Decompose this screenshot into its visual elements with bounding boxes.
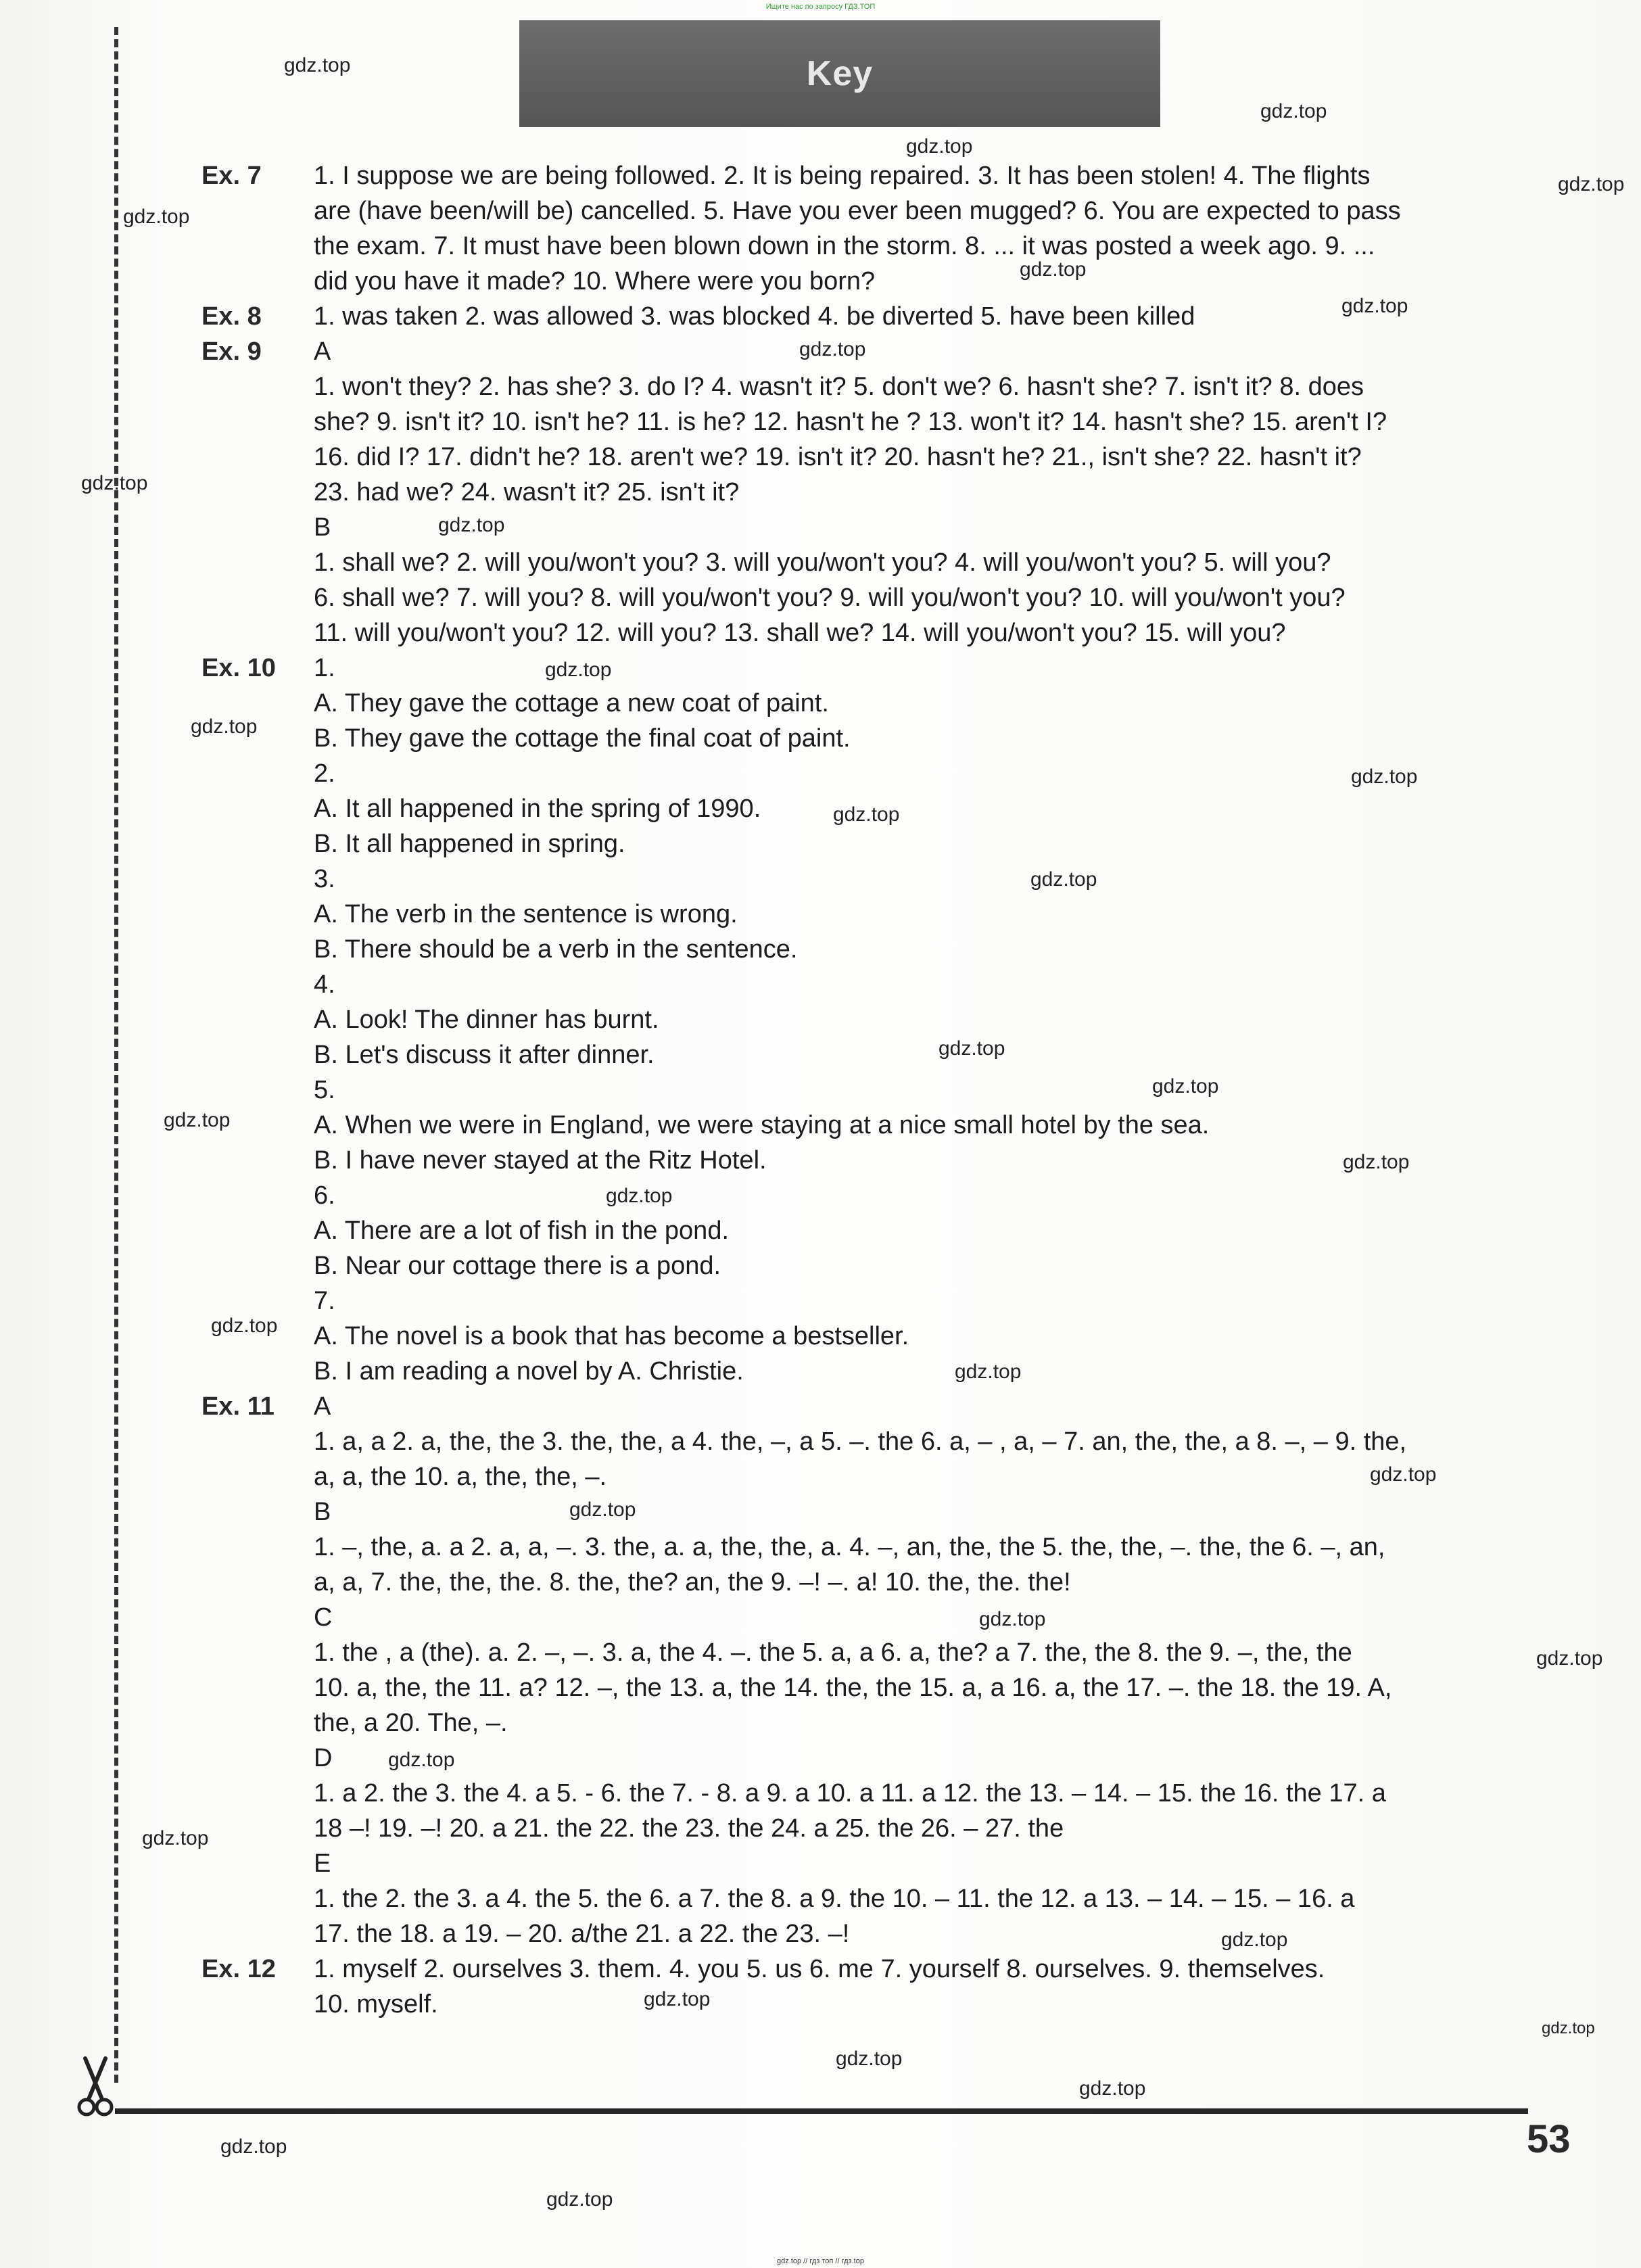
answer-line: 1. I suppose we are being followed. 2. It is being repaired. 3. It has been stolen! 4. The flights bbox=[314, 162, 1371, 190]
exercise-label: Ex. 8 bbox=[201, 302, 262, 331]
exercise-label: Ex. 11 bbox=[201, 1392, 275, 1421]
answer-line: 1. the 2. the 3. a 4. the 5. the 6. a 7. the 8. a 9. the 10. – 11. the 12. a 13. – 14. – 15. – 16. a bbox=[314, 1885, 1355, 1913]
answer-line: B. Near our cottage there is a pond. bbox=[314, 1252, 721, 1280]
answer-line: E bbox=[314, 1849, 331, 1878]
watermark: gdz.top bbox=[220, 2135, 287, 2158]
watermark: gdz.top bbox=[1343, 1151, 1410, 1173]
cut-line bbox=[114, 27, 118, 2083]
answer-key bbox=[201, 158, 1527, 2022]
answer-line: 1. myself 2. ourselves 3. them. 4. you 5. us 6. me 7. yourself 8. ourselves. 9. themselves. bbox=[314, 1955, 1325, 1983]
watermark: gdz.top bbox=[164, 1109, 231, 1131]
watermark: gdz.top bbox=[142, 1827, 209, 1849]
answer-line: she? 9. isn't it? 10. isn't he? 11. is he? 12. hasn't he ? 13. won't it? 14. hasn't she? 15. aren't I? bbox=[314, 408, 1387, 436]
watermark: gdz.top bbox=[906, 135, 973, 158]
answer-line: 11. will you/won't you? 12. will you? 13. shall we? 14. will you/won't you? 15. will you? bbox=[314, 619, 1286, 647]
watermark: gdz.top bbox=[1221, 1929, 1288, 1951]
exercise-11 bbox=[201, 1389, 1527, 1952]
scissors-icon bbox=[72, 2056, 119, 2123]
answer-line: 17. the 18. a 19. – 20. a/the 21. a 22. the 23. –! bbox=[314, 1920, 850, 1948]
watermark: gdz.top bbox=[191, 715, 258, 738]
watermark: gdz.top bbox=[545, 659, 612, 681]
answer-line: 1. a, a 2. a, the, the 3. the, the, a 4. the, –, a 5. –. the 6. a, – , a, – 7. an, the, the, a 8. –, – 9. the, bbox=[314, 1427, 1407, 1456]
answer-line: 1. was taken 2. was allowed 3. was blocked 4. be diverted 5. have been killed bbox=[314, 302, 1195, 331]
answer-line: 1. a 2. the 3. the 4. a 5. - 6. the 7. - 8. a 9. a 10. a 11. a 12. the 13. – 14. – 15. the 16. the 17. a bbox=[314, 1779, 1386, 1808]
answer-line: A bbox=[314, 1392, 331, 1421]
watermark: gdz.top bbox=[1542, 2019, 1595, 2037]
watermark: gdz.top bbox=[833, 803, 900, 826]
key-header bbox=[519, 20, 1160, 127]
answer-line: D bbox=[314, 1744, 333, 1772]
answer-line: 1. won't they? 2. has she? 3. do I? 4. wasn't it? 5. don't we? 6. hasn't she? 7. isn't it? 8. does bbox=[314, 373, 1364, 401]
answer-line: B bbox=[314, 1498, 331, 1526]
answer-line: B. I am reading a novel by A. Christie. bbox=[314, 1357, 744, 1386]
answer-line: A. There are a lot of fish in the pond. bbox=[314, 1216, 730, 1245]
answer-line: 7. bbox=[314, 1287, 335, 1315]
answer-line: 6. shall we? 7. will you? 8. will you/won't you? 9. will you/won't you? 10. will you/won't you? bbox=[314, 584, 1346, 612]
answer-line: the exam. 7. It must have been blown down in the storm. 8. ... it was posted a week ago. 9. ... bbox=[314, 232, 1375, 260]
watermark: gdz.top bbox=[1370, 1463, 1437, 1486]
answer-line: 10. a, the, the 11. a? 12. –, the 13. a, the 14. the, the 15. a, a 16. a, the 17. –. the 18. the 19. A, bbox=[314, 1674, 1392, 1702]
watermark: gdz.top bbox=[1341, 295, 1408, 317]
answer-line: are (have been/will be) cancelled. 5. Have you ever been mugged? 6. You are expected to pass bbox=[314, 197, 1401, 225]
answer-line: 10. myself. bbox=[314, 1990, 438, 2018]
watermark: gdz.top bbox=[546, 2188, 613, 2211]
top-banner: Ищите нас по запросу ГДЗ.ТОП bbox=[765, 3, 876, 11]
bottom-banner: gdz.top // гдз топ // гдз.top bbox=[777, 2257, 864, 2265]
page-title: Key bbox=[806, 54, 874, 93]
watermark: gdz.top bbox=[1152, 1075, 1219, 1097]
watermark: gdz.top bbox=[1079, 2077, 1146, 2100]
watermark: gdz.top bbox=[606, 1185, 673, 1207]
page-number: 53 bbox=[1527, 2117, 1571, 2161]
answer-line: 3. bbox=[314, 865, 335, 893]
answer-line: 16. did I? 17. didn't he? 18. aren't we? 19. isn't it? 20. hasn't he? 21., isn't she? 22. hasn't it? bbox=[314, 443, 1362, 471]
answer-line: 1. –, the, a. a 2. a, a, –. 3. the, a. a, the, the, a. 4. –, an, the, the 5. the, the, –. the, the 6. –, an, bbox=[314, 1533, 1385, 1561]
exercise-7 bbox=[201, 158, 1527, 299]
answer-line: a, a, 7. the, the, the. 8. the, the? an, the 9. –! –. a! 10. the, the. the! bbox=[314, 1568, 1071, 1597]
watermark: gdz.top bbox=[955, 1361, 1022, 1383]
watermark: gdz.top bbox=[569, 1498, 636, 1521]
answer-line: 6. bbox=[314, 1181, 335, 1210]
answer-line: 1. shall we? 2. will you/won't you? 3. will you/won't you? 4. will you/won't you? 5. will you? bbox=[314, 548, 1331, 577]
answer-line: 18 –! 19. –! 20. a 21. the 22. the 23. the 24. a 25. the 26. – 27. the bbox=[314, 1814, 1064, 1843]
watermark: gdz.top bbox=[1536, 1647, 1603, 1670]
answer-line: 23. had we? 24. wasn't it? 25. isn't it? bbox=[314, 478, 740, 506]
watermark: gdz.top bbox=[1030, 868, 1097, 891]
answer-line: A. The novel is a book that has become a bestseller. bbox=[314, 1322, 909, 1350]
watermark: gdz.top bbox=[1558, 173, 1625, 195]
watermark: gdz.top bbox=[123, 206, 190, 228]
answer-line: A. The verb in the sentence is wrong. bbox=[314, 900, 738, 928]
watermark: gdz.top bbox=[938, 1037, 1005, 1060]
watermark: gdz.top bbox=[284, 54, 351, 76]
watermark: gdz.top bbox=[799, 338, 866, 360]
exercise-10 bbox=[201, 651, 1527, 1389]
watermark: gdz.top bbox=[979, 1608, 1046, 1630]
answer-line: B. Let's discuss it after dinner. bbox=[314, 1041, 655, 1069]
watermark: gdz.top bbox=[1260, 100, 1327, 122]
answer-line: a, a, the 10. a, the, the, –. bbox=[314, 1463, 607, 1491]
answer-line: 2. bbox=[314, 759, 335, 788]
answer-line: A bbox=[314, 337, 331, 366]
watermark: gdz.top bbox=[1020, 258, 1087, 281]
watermark: gdz.top bbox=[836, 2048, 903, 2070]
bottom-rule bbox=[115, 2108, 1528, 2114]
watermark: gdz.top bbox=[81, 472, 148, 494]
exercise-9 bbox=[201, 334, 1527, 651]
exercise-label: Ex. 12 bbox=[201, 1955, 276, 1983]
exercise-label: Ex. 7 bbox=[201, 162, 262, 190]
exercise-12 bbox=[201, 1952, 1527, 2022]
exercise-label: Ex. 9 bbox=[201, 337, 262, 366]
watermark: gdz.top bbox=[211, 1315, 278, 1337]
answer-line: 4. bbox=[314, 970, 335, 999]
exercise-8 bbox=[201, 299, 1527, 334]
answer-line: C bbox=[314, 1603, 333, 1632]
answer-line: B. There should be a verb in the sentence. bbox=[314, 935, 798, 964]
watermark: gdz.top bbox=[438, 514, 505, 536]
answer-line: B. I have never stayed at the Ritz Hotel. bbox=[314, 1146, 767, 1175]
answer-line: 5. bbox=[314, 1076, 335, 1104]
watermark: gdz.top bbox=[1351, 765, 1418, 788]
exercise-label: Ex. 10 bbox=[201, 654, 276, 682]
answer-line: did you have it made? 10. Where were you born? bbox=[314, 267, 876, 296]
answer-line: A. Look! The dinner has burnt. bbox=[314, 1006, 659, 1034]
answer-line: B. It all happened in spring. bbox=[314, 830, 625, 858]
answer-line: 1. the , a (the). a. 2. –, –. 3. a, the 4. –. the 5. a, a 6. a, the? a 7. the, the 8. the 9. –, the, the bbox=[314, 1638, 1352, 1667]
answer-line: the, a 20. The, –. bbox=[314, 1709, 508, 1737]
watermark: gdz.top bbox=[644, 1988, 711, 2010]
answer-line: B. They gave the cottage the final coat of paint. bbox=[314, 724, 851, 753]
answer-line: A. When we were in England, we were staying at a nice small hotel by the sea. bbox=[314, 1111, 1210, 1139]
watermark: gdz.top bbox=[388, 1749, 455, 1771]
answer-line: 1. bbox=[314, 654, 335, 682]
answer-line: A. They gave the cottage a new coat of paint. bbox=[314, 689, 829, 717]
answer-line: B bbox=[314, 513, 331, 542]
answer-line: A. It all happened in the spring of 1990. bbox=[314, 795, 761, 823]
